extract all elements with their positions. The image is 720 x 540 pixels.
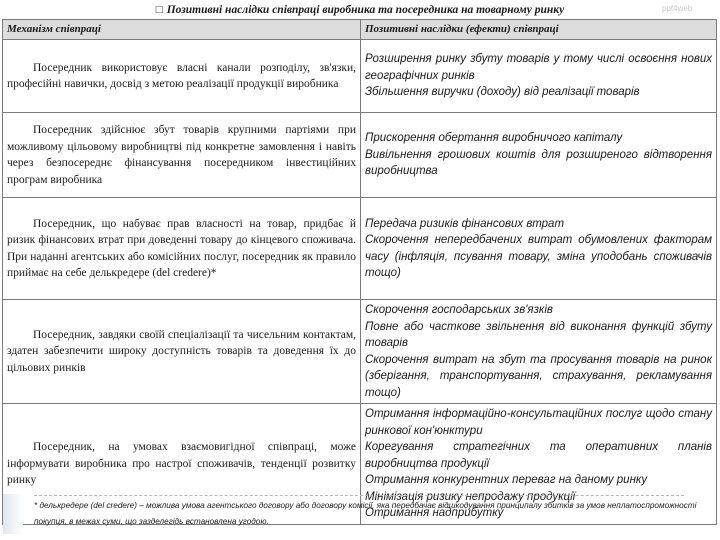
mechanism-text: Посередник, що набуває прав власності на товар, придбає й ризик фінансових втрат при доведенні товару до кінцевого споживача. При наданні агентських або комісійних послуг, посередник як правило приймає на себе делькредере (del credere)* — [7, 217, 356, 279]
effect-item: Прискорення обертання виробничого капіталу — [365, 132, 623, 145]
footnote: * делькредере (del credere) – можлива умова агентського договору або договору комісії, яка передбачає відшкодування принципалу збитків за умов неплатоспроможності покупця, в межах суми, що зазделегідь встановлена угодою. — [34, 501, 697, 526]
effect-item: Скорочення витрат на збут та просування товарів на ринок (зберігання, транспортування, страхування, рекламування тощо) — [365, 353, 712, 399]
effect-item: Вивільнення грошових коштів для розширеного відтворення виробництва — [365, 148, 712, 178]
mechanism-cell — [3, 113, 361, 198]
mechanism-cell — [3, 40, 361, 113]
effects-cell — [361, 113, 717, 198]
effects-cell — [361, 300, 717, 404]
watermark-logo: ppt4web — [662, 4, 693, 13]
effect-item: Скорочення господарських зв'язків — [365, 304, 553, 316]
effect-item: Отримання конкурентних переваг на даному ринку — [365, 474, 648, 486]
footnote-separator — [34, 495, 684, 496]
corner-decoration — [3, 494, 23, 534]
square-icon: □ — [155, 4, 163, 16]
effect-item: Збільшення виручки (доходу) від реалізації товарів — [365, 86, 640, 99]
cooperation-table — [2, 19, 717, 525]
effect-item: Корегування стратегічних та оперативних планів виробництва продукції — [365, 441, 712, 470]
table-header-row — [3, 20, 717, 40]
effects-cell — [361, 40, 717, 113]
header-effects: Позитивні наслідки (ефекти) співпраці — [361, 20, 717, 40]
effects-cell — [361, 198, 717, 300]
mechanism-text: Посередник, завдяки своїй спеціалізації та чисельним контактам, здатен забезпечити широку доступність товарів та доведення їх до цільових ринків — [7, 328, 356, 374]
mechanism-text: Посередник використовує власні канали розподілу, зв'язки, професійні навички, досвід з метою реалізації продукції виробника — [7, 61, 356, 90]
table-row — [3, 113, 717, 198]
effect-item: Передача ризиків фінансових втрат — [365, 217, 565, 230]
table-row — [3, 40, 717, 113]
effect-item: Скорочення непередбачених витрат обумовлених факторам часу (інфляція, псування товару, зміна уподобань споживачів тощо) — [365, 234, 712, 279]
mechanism-cell — [3, 198, 361, 300]
table-row — [3, 300, 717, 404]
slide-title-text: Позитивні наслідки співпраці виробника та посередника на товарному ринку — [166, 4, 565, 16]
mechanism-text: Посередник, на умовах взаємовигідної співпраці, може інформувати виробника про настрої споживачів, тенденції розвитку ринку — [7, 441, 356, 486]
header-mechanism: Механізм співпраці — [3, 20, 361, 40]
effect-item: Повне або часткове звільнення від виконання функцій збуту товарів — [365, 320, 712, 349]
mechanism-cell — [3, 300, 361, 404]
table-row — [3, 198, 717, 300]
slide-title — [0, 1, 720, 19]
effect-item: Отримання інформаційно-консультаційних послуг щодо стану ринкової кон'юнктури — [365, 408, 712, 437]
effect-item: Отримання надприбутку — [365, 507, 504, 519]
effect-item: Розширення ринку збуту товарів у тому числі освоєння нових географічних ринків — [365, 53, 712, 82]
effect-item: Мінімізація ризику непродажу продукції — [365, 490, 576, 503]
mechanism-text: Посередник здійснює збут товарів крупними партіями при можливому цільовому виробництві під конкретне замовлення і навіть через безпосереднє фінансування посередником інвестиційних програм виробника — [7, 124, 356, 186]
